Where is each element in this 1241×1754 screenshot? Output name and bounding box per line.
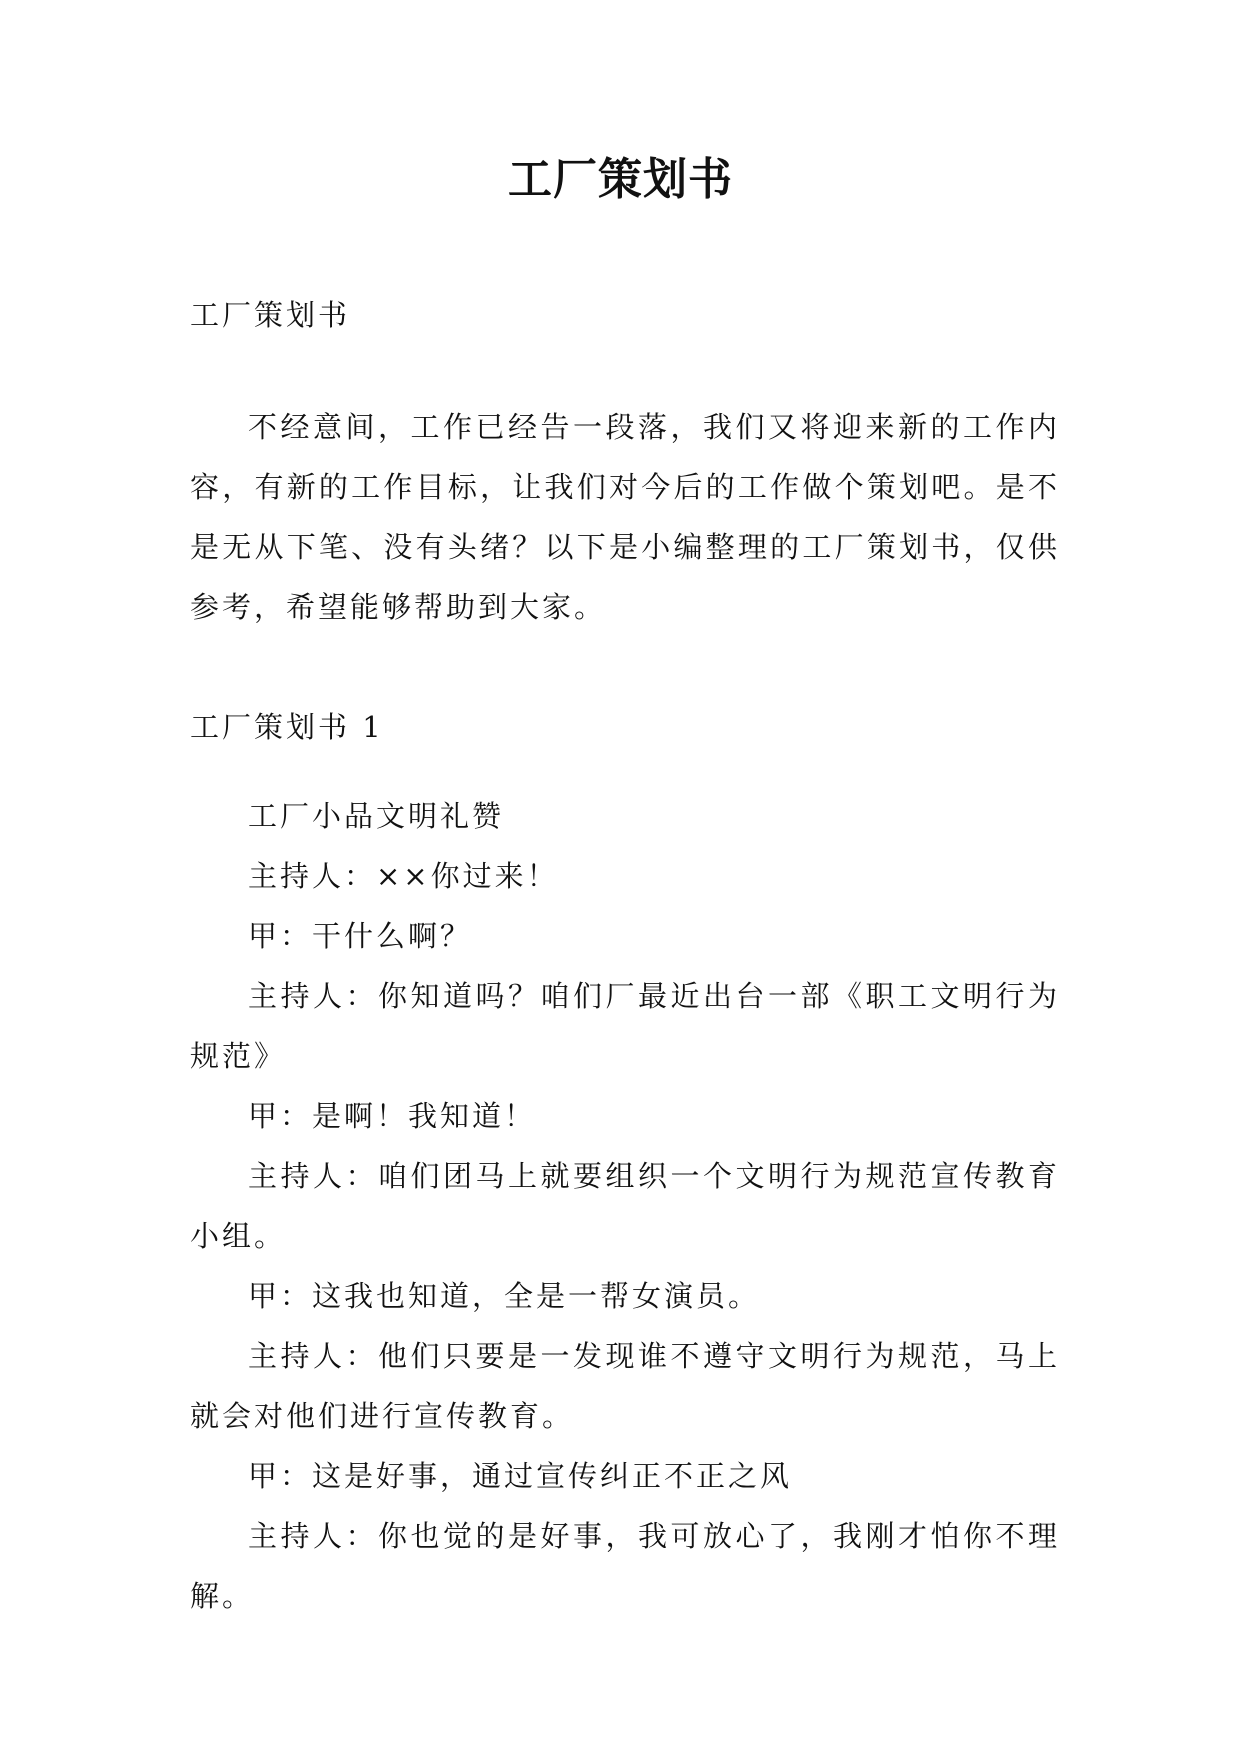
document-body — [190, 285, 1060, 1626]
dialogue-paragraph: 主持人：他们只要是一发现谁不遵守文明行为规范，马上就会对他们进行宣传教育。 — [190, 1339, 1060, 1433]
dialogue-paragraph: 甲：这我也知道，全是一帮女演员。 — [248, 1279, 761, 1313]
document-title: 工厂策划书 — [508, 154, 733, 205]
dialogue-paragraph: 主持人：你知道吗？咱们厂最近出台一部《职工文明行为规范》 — [190, 979, 1060, 1073]
dialogue-paragraph: 主持人：××你过来！ — [248, 859, 559, 893]
dialogue-paragraph: 主持人：咱们团马上就要组织一个文明行为规范宣传教育小组。 — [190, 1159, 1060, 1253]
dialogue-paragraph: 甲：这是好事，通过宣传纠正不正之风 — [248, 1459, 793, 1493]
dialogue-paragraph: 工厂小品文明礼赞 — [248, 799, 505, 833]
section-heading: 工厂策划书 1 — [190, 710, 384, 744]
intro-paragraph: 不经意间，工作已经告一段落，我们又将迎来新的工作内容，有新的工作目标，让我们对今后的工作做个策划吧。是不是无从下笔、没有头绪？以下是小编整理的工厂策划书，仅供参考，希望能够帮助到大家。 — [190, 410, 1060, 624]
dialogue-paragraph: 甲：是啊！我知道！ — [248, 1099, 537, 1133]
dialogue-paragraph: 主持人：你也觉的是好事，我可放心了，我刚才怕你不理解。 — [190, 1519, 1060, 1613]
dialogue-paragraph: 甲：干什么啊？ — [248, 919, 473, 953]
document-subtitle: 工厂策划书 — [190, 298, 351, 332]
